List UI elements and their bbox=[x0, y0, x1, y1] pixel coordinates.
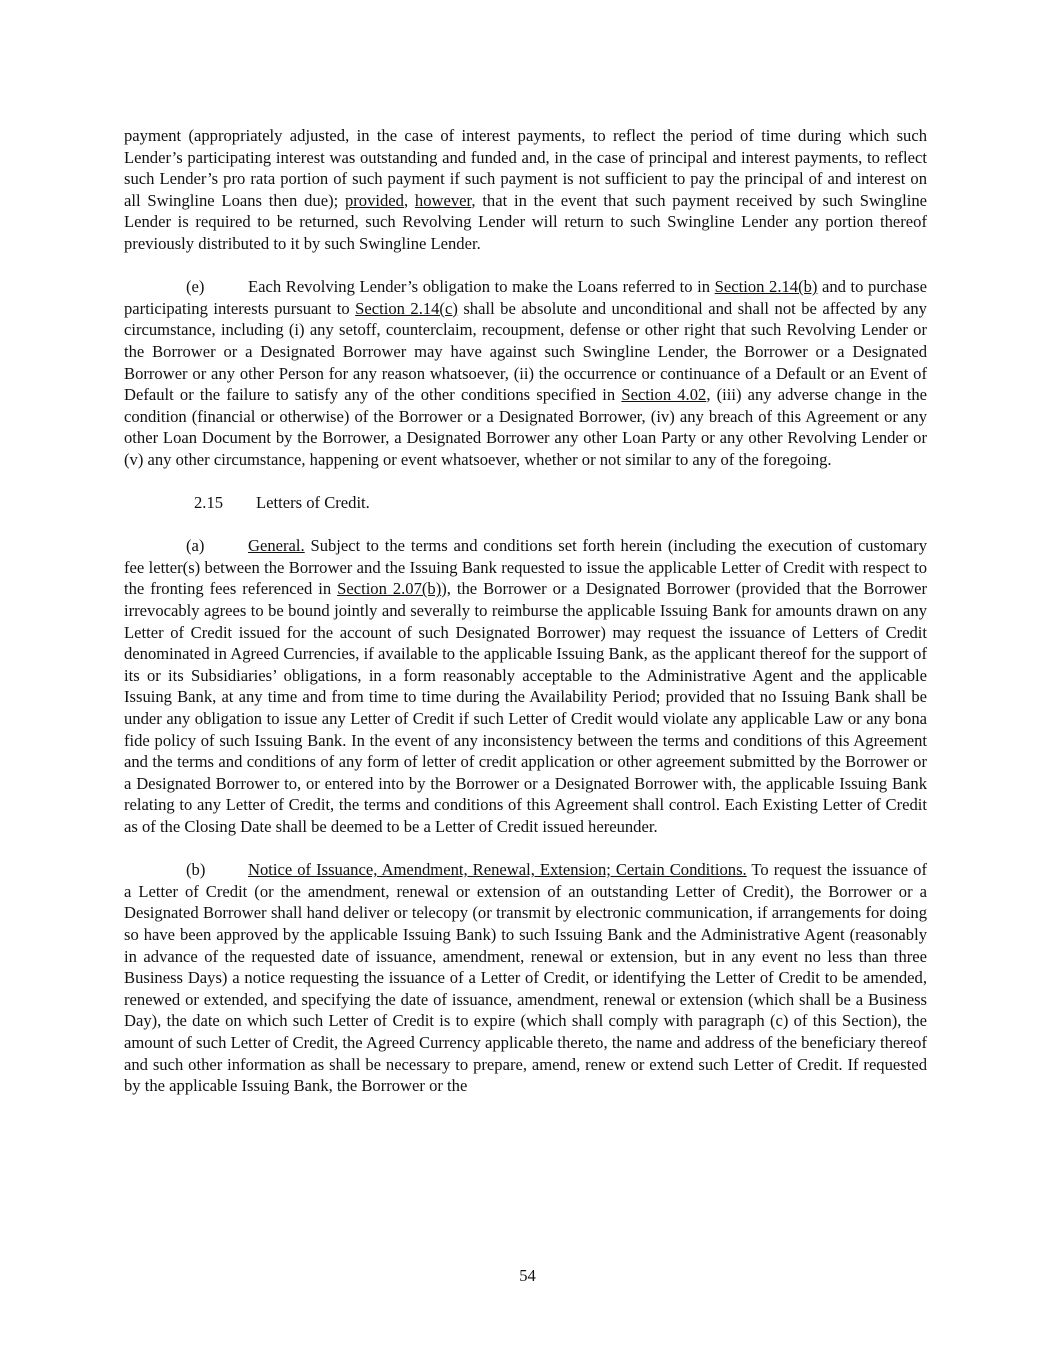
text-run: ), the Borrower or a Designated Borrower (provided that the Borrower irrevocably agrees to be bound jointly and severally to reimburse the applicable Issuing Bank for amounts drawn on any Letter of Credit issued for the account of such Designated Borrower) may request the issuance of Letters of Credit denominated in Agreed Currencies, if available to the applicable Issuing Bank, as the applicant thereof for the support of its or its Subsidiaries’ obligations, in a form reasonably acceptable to the Administrative Agent and the applicable Issuing Bank, at any time and from time to time during the Availability Period; provided that no Issuing Bank shall be under any obligation to issue any Letter of Credit if such Letter of Credit would violate any applicable Law or any bona fide policy of such Issuing Bank. In the event of any inconsistency between the terms and conditions of this Agreement and the terms and conditions of any form of letter of credit application or other agreement submitted by the Borrower or a Designated Borrower to, or entered into by the Borrower or a Designated Borrower with, the applicable Issuing Bank relating to any Letter of Credit, the terms and conditions of this Agreement shall control. Each Existing Letter of Credit as of the Closing Date shall be deemed to be a Letter of Credit issued hereunder. bbox=[124, 579, 928, 836]
text-run: To request the issuance of a Letter of Credit (or the amendment, renewal or extension of an outstanding Letter of Credit), the Borrower or a Designated Borrower shall hand deliver or telecopy (or transmit by electronic communication, if arrangements for doing so have been approved by the applicable Issuing Bank) to such Issuing Bank and the Administrative Agent (reasonably in advance of the requested date of issuance, amendment, renewal or extension, but in any event no less than three Business Days) a notice requesting the issuance of a Letter of Credit, or identifying the Letter of Credit to be amended, renewed or extended, and specifying the date of issuance, amendment, renewal or extension (which shall be a Business Day), the date on which such Letter of Credit is to expire (which shall comply with paragraph (c) of this Section), the amount of such Letter of Credit, the Agreed Currency applicable thereto, the name and address of the beneficiary thereof and such other information as shall be necessary to prepare, amend, renew or extend such Letter of Credit. If requested by the applicable Issuing Bank, the Borrower or the bbox=[124, 860, 927, 1096]
document-page bbox=[124, 125, 927, 1097]
paragraph-a bbox=[124, 535, 927, 837]
section-title: Letters of Credit. bbox=[256, 493, 370, 513]
paragraph-e bbox=[124, 276, 927, 470]
text-run: Each Revolving Lender’s obligation to make the Loans referred to in bbox=[248, 277, 715, 297]
section-reference: Section 2.14(c) bbox=[355, 298, 458, 318]
section-reference: Section 2.14(b) bbox=[714, 277, 818, 297]
paragraph-marker: (e) bbox=[186, 277, 205, 297]
paragraph-heading: Notice of Issuance, Amendment, Renewal, Extension; Certain Conditions. bbox=[248, 860, 747, 880]
section-number: 2.15 bbox=[194, 493, 224, 513]
text-run: payment (appropriately adjusted, in the case of interest payments, to reflect the period of time during which such Lender’s participating interest was outstanding and funded and, in the case of principal and interest payments, to reflect such Lender’s pro rata portion of such payment if such payment is not sufficient to pay the principal of and interest on all Swingline Loans then due); bbox=[124, 126, 927, 210]
paragraph-marker: (a) bbox=[186, 536, 205, 556]
section-reference: Section 4.02 bbox=[621, 385, 707, 405]
however-term: however bbox=[414, 190, 472, 210]
paragraph-heading: General. bbox=[248, 536, 305, 556]
paragraph-b bbox=[124, 859, 927, 1097]
section-heading bbox=[124, 492, 927, 514]
text-run: , that in the event that such payment received by such Swingline Lender is required to be returned, such Revolving Lender will return to such Swingline Lender any portion thereof previously distributed to it by such Swingline Lender. bbox=[124, 190, 928, 253]
section-reference: Section 2.07(b) bbox=[337, 579, 442, 599]
text-run: , bbox=[403, 190, 415, 210]
paragraph-marker: (b) bbox=[186, 860, 206, 880]
text-run: Subject to the terms and conditions set forth herein (including the execution of customary fee letter(s) between the Borrower and the Issuing Bank requested to issue the applicable Letter of Credit with respect to the fronting fees referenced in bbox=[124, 536, 927, 599]
text-run: and to purchase participating interests pursuant to bbox=[124, 277, 928, 318]
text-run: shall be absolute and unconditional and shall not be affected by any circumstance, including (i) any setoff, counterclaim, recoupment, defense or other right that such Revolving Lender or the Borrower or a Designated Borrower may have against such Swingline Lender, the Borrower or a Designated Borrower or any other Person for any reason whatsoever, (ii) the occurrence or continuance of a Default or an Event of Default or the failure to satisfy any of the other conditions specified in bbox=[124, 298, 927, 405]
text-run: , (iii) any adverse change in the condition (financial or otherwise) of the Borrower or a Designated Borrower, (iv) any breach of this Agreement or any other Loan Document by the Borrower, a Designated Borrower any other Loan Party or any other Revolving Lender or (v) any other circumstance, happening or event whatsoever, whether or not similar to any of the foregoing. bbox=[124, 385, 928, 469]
provided-term: provided bbox=[344, 190, 404, 210]
carryover-paragraph bbox=[124, 125, 927, 255]
page-number: 54 bbox=[519, 1266, 536, 1285]
